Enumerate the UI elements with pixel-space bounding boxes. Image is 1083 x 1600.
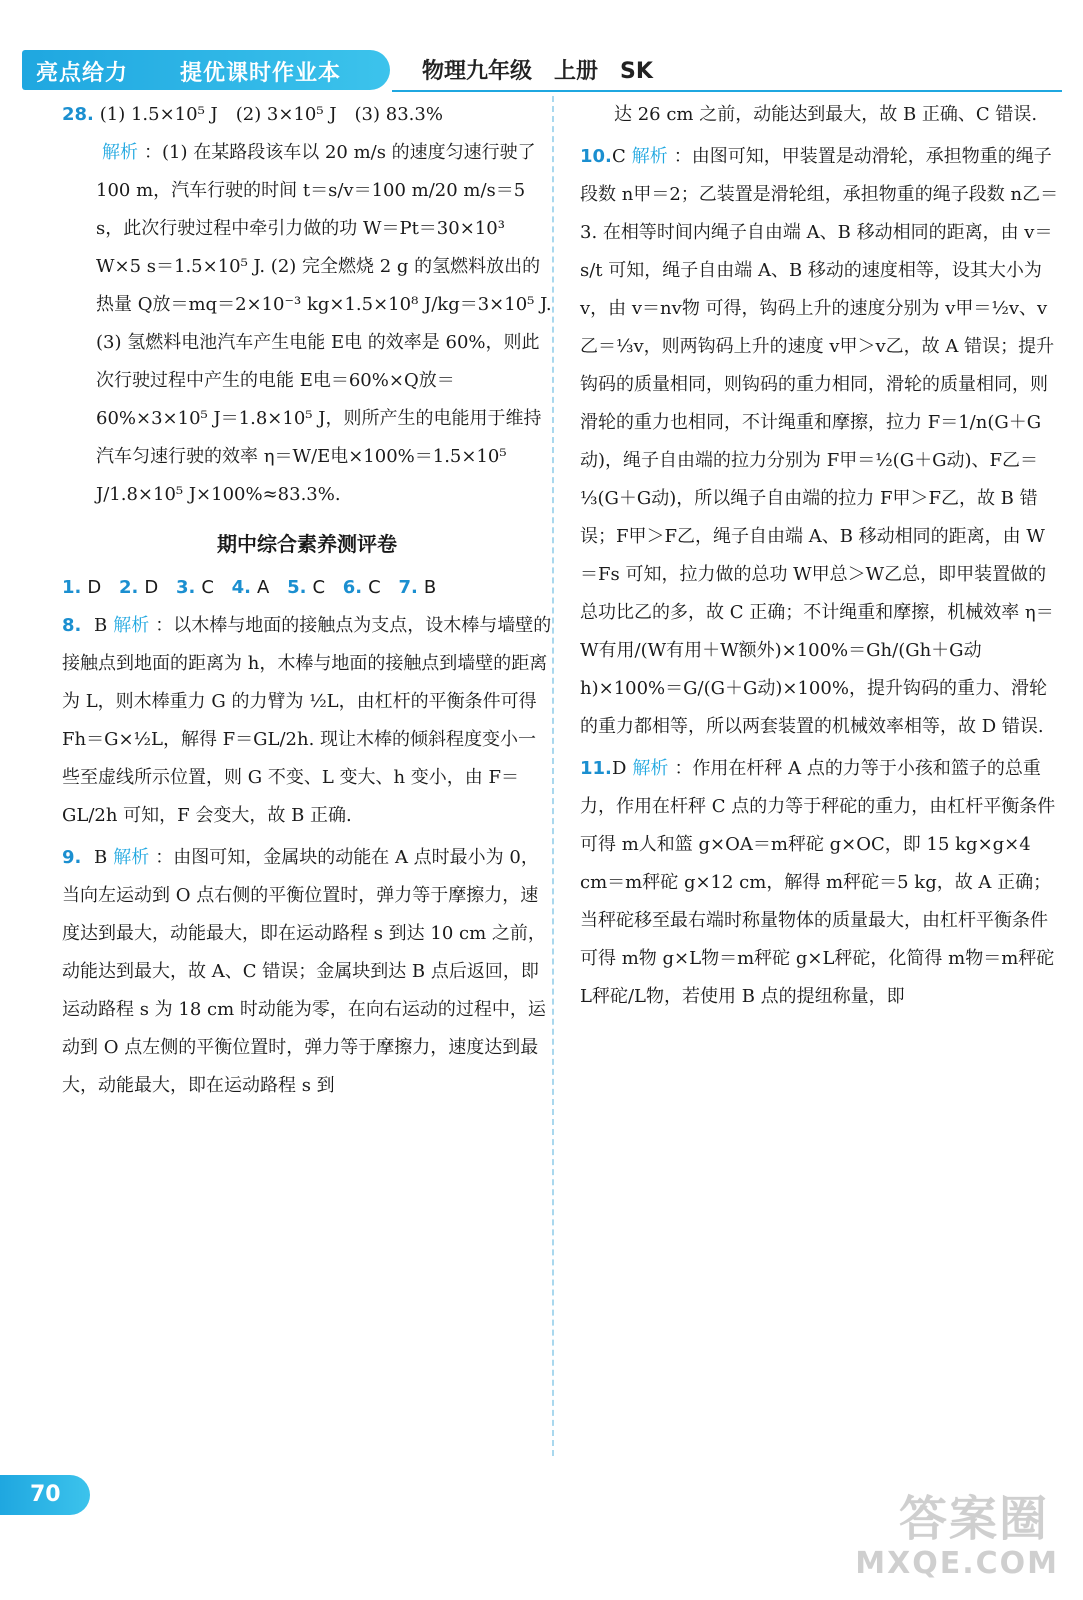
subject-title: 物理九年级 上册 SK xyxy=(422,59,653,84)
watermark-text: 答案圈 xyxy=(898,1491,1049,1547)
mc-number: 2. xyxy=(118,577,139,598)
left-column xyxy=(62,96,552,1109)
question-number: 9. xyxy=(62,847,82,868)
column-divider xyxy=(552,96,554,1456)
mc-answers xyxy=(62,569,552,607)
analysis-text: ：由图可知，甲装置是动滑轮，承担物重的绳子段数 n甲＝2；乙装置是滑轮组，承担物重的绳子段数 n乙＝3. 在相等时间内绳子自由端 A、B 移动相同的距离，由 v＝s/t 可知，绳子自由端 A、B 移动的速度相等，设其大小为 v，由 v＝nv物 可得，钩码上升的速度分别为 v甲＝½v、v乙＝⅓v，则两钩码上升的速度 v甲＞v乙，故 A 错误；提升钩码的质量相同，则钩码的重力相同，滑轮的质量相同，则滑轮的重力也相同，不计绳重和摩擦，拉力 F＝1/n(G＋G动)，绳子自由端的拉力分别为 F甲＝½(G＋G动)、F乙＝⅓(G＋G动)，所以绳子自由端的拉力 F甲＞F乙，故 B 错误；F甲＞F乙，绳子自由端 A、B 移动相同的距离，由 W＝Fs 可知，拉力做的总功 W甲总＞W乙总，即甲装置做的总功比乙的多，故 C 正确；不计绳重和摩擦，机械效率 η＝W有用/(W有用＋W额外)×100%＝Gh/(Gh＋G动h)×100%＝G/(G＋G动)×100%，提升钩码的重力、滑轮的重力都相等，所以两套装置的机械效率相等，故 D 错误. xyxy=(580,146,1059,737)
analysis-label: 解析 xyxy=(632,758,669,779)
mc-answer: D xyxy=(87,577,102,598)
mc-answer: A xyxy=(257,577,270,598)
question-answer: D xyxy=(612,758,627,779)
analysis-text: ：(1) 在某路段该车以 20 m/s 的速度匀速行驶了 100 m，汽车行驶的时间 t＝s/v＝100 m/20 m/s＝5 s，此次行驶过程中牵引力做的功 W＝Pt＝30×10³ W×5 s＝1.5×10⁵ J. (2) 完全燃烧 2 g 的氢燃料放出的热量 Q放＝mq＝2×10⁻³ kg×1.5×10⁸ J/kg＝3×10⁵ J. (3) 氢燃料电池汽车产生电能 E电 的效率是 60%，则此次行驶过程中产生的电能 E电＝60%×Q放＝60%×3×10⁵ J＝1.8×10⁵ J，则所产生的电能用于维持汽车匀速行驶的效率 η＝W/E电×100%＝1.5×10⁵ J/1.8×10⁵ J×100%≈83.3%. xyxy=(96,142,552,505)
question-answer: (1) 1.5×10⁵ J (2) 3×10⁵ J (3) 83.3% xyxy=(99,104,443,125)
mc-number: 7. xyxy=(398,577,418,598)
analysis-label: 解析 xyxy=(113,847,150,868)
page-number: 70 xyxy=(30,1482,61,1507)
right-column xyxy=(580,96,1060,1020)
analysis-label: 解析 xyxy=(631,146,668,167)
question-number: 28. xyxy=(62,104,94,125)
mc-answer: C xyxy=(368,577,381,598)
question-answer: B xyxy=(94,847,108,868)
series-title: 提优课时作业本 xyxy=(180,61,342,86)
brand-title: 亮点给力 xyxy=(36,61,129,86)
mc-number: 5. xyxy=(287,577,307,598)
page-header xyxy=(0,0,1083,92)
question-number: 10. xyxy=(580,146,612,167)
mc-answer: B xyxy=(423,577,437,598)
mc-number: 3. xyxy=(175,577,196,598)
question-9-continued: 达 26 cm 之前，动能达到最大，故 B 正确、C 错误. xyxy=(614,104,1038,125)
question-answer: B xyxy=(94,615,108,636)
question-number: 8. xyxy=(62,615,82,636)
analysis-label: 解析 xyxy=(113,615,150,636)
mc-number: 4. xyxy=(231,577,252,598)
question-11 xyxy=(580,750,1060,1016)
header-band xyxy=(22,50,390,90)
watermark-logo xyxy=(839,1480,1059,1590)
analysis-text: ：以木棒与地面的接触点为支点，设木棒与墙壁的接触点到地面的距离为 h，木棒与地面的接触点到墙壁的距离为 L，则木棒重力 G 的力臂为 ½L，由杠杆的平衡条件可得 Fh＝G×½L，解得 F＝GL/2h. 现让木棒的倾斜程度变小一些至虚线所示位置，则 G 不变、L 变大、h 变小，由 F＝GL/2h 可知，F 会变大，故 B 正确. xyxy=(62,615,552,826)
page-number-tab xyxy=(0,1475,90,1515)
analysis-label: 解析 xyxy=(102,142,138,163)
analysis-text: ：由图可知，金属块的动能在 A 点时最小为 0，当向左运动到 O 点右侧的平衡位置时，弹力等于摩擦力，速度达到最大，动能最大，即在运动路程 s 到达 10 cm 之前，动能达到最大，故 A、C 错误；金属块到达 B 点后返回，即运动路程 s 为 18 cm 时动能为零，在向右运动的过程中，运动到 O 点左侧的平衡位置时，弹力等于摩擦力，速度达到最大，动能最大，即在运动路程 s 到 xyxy=(62,847,546,1096)
question-answer: C xyxy=(612,146,626,167)
question-8 xyxy=(62,607,552,835)
question-28 xyxy=(62,96,552,514)
question-9 xyxy=(62,839,552,1105)
watermark-url: MXQE.COM xyxy=(855,1546,1059,1581)
mc-number: 6. xyxy=(342,577,363,598)
analysis-text: ：作用在杆秤 A 点的力等于小孩和篮子的总重力，作用在杆秤 C 点的力等于秤砣的重力，由杠杆平衡条件可得 m人和篮 g×OA＝m秤砣 g×OC，即 15 kg×g×4 cm＝m秤砣 g×12 cm，解得 m秤砣＝5 kg，故 A 正确；当秤砣移至最右端时称量物体的质量最大，由杠杆平衡条件可得 m物 g×L物＝m秤砣 g×L秤砣，化简得 m物＝m秤砣L秤砣/L物，若使用 B 点的提纽称量，即 xyxy=(580,758,1056,1007)
mc-answer: C xyxy=(201,577,214,598)
mc-answer: C xyxy=(312,577,326,598)
question-number: 11. xyxy=(580,758,612,779)
mc-answer: D xyxy=(144,577,159,598)
question-10 xyxy=(580,138,1060,746)
section-title: 期中综合素养测评卷 xyxy=(217,532,397,556)
mc-number: 1. xyxy=(62,577,82,598)
header-rule xyxy=(392,90,1062,92)
